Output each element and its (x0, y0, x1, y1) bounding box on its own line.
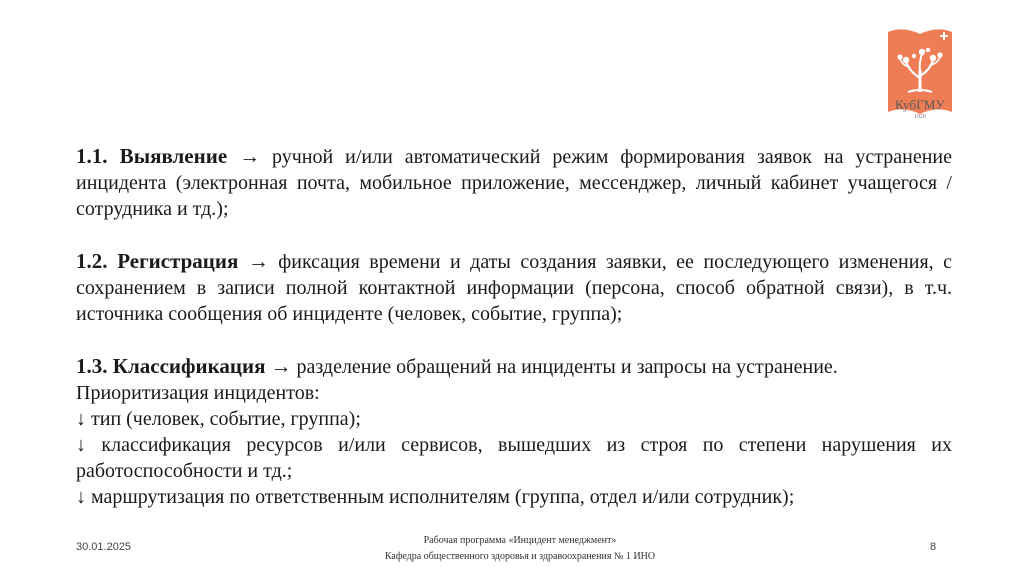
section-registration (76, 248, 952, 327)
footer-caption (330, 533, 710, 565)
section-text: ручной и/или автоматический режим формирования заявок на устранение инцидента (электронная почта, мобильное приложение, мессенджер, личный кабинет учащегося / сотрудника и тд.); (76, 146, 953, 220)
priority-item-classification: ↓ классификация ресурсов и/или сервисов, вышедших из строя по степени нарушения их работоспособности и тд.; (76, 434, 952, 482)
university-logo (886, 26, 954, 126)
main-content (76, 143, 952, 510)
page-number: 8 (930, 541, 937, 553)
section-text: разделение обращений на инциденты и запросы на устранение. (291, 356, 838, 378)
prioritization-title: Приоритизация инцидентов: (76, 382, 320, 404)
footer-program: Рабочая программа «Инцидент менеджмент» (423, 535, 617, 546)
arrow-right-icon: → (247, 249, 269, 273)
arrow-right-icon: → (239, 144, 261, 168)
section-heading: 1.3. Классификация (76, 354, 266, 378)
priority-item-type: ↓ тип (человек, событие, группа); (76, 408, 361, 430)
priority-item-routing: ↓ маршрутизация по ответственным исполнителям (группа, отдел и/или сотрудник); (76, 486, 795, 508)
footer-department: Кафедра общественного здоровья и здравоохранения № 1 ИНО (384, 551, 656, 562)
section-heading: 1.2. Регистрация (76, 249, 239, 273)
section-classification (76, 353, 952, 380)
logo-name: КубГМУ (895, 97, 945, 112)
section-detection (76, 143, 952, 222)
logo-year: 1920 (914, 114, 926, 120)
section-heading: 1.1. Выявление (76, 144, 228, 168)
section-text: фиксация времени и даты создания заявки, ее последующего изменения, с сохранением в записи полной контактной информации (персона, способ обратной связи), в т.ч. источника сообщения об инциденте (человек, событие, группа); (76, 251, 953, 325)
arrow-right-icon: → (270, 354, 292, 378)
footer-date: 30.01.2025 (76, 541, 132, 553)
